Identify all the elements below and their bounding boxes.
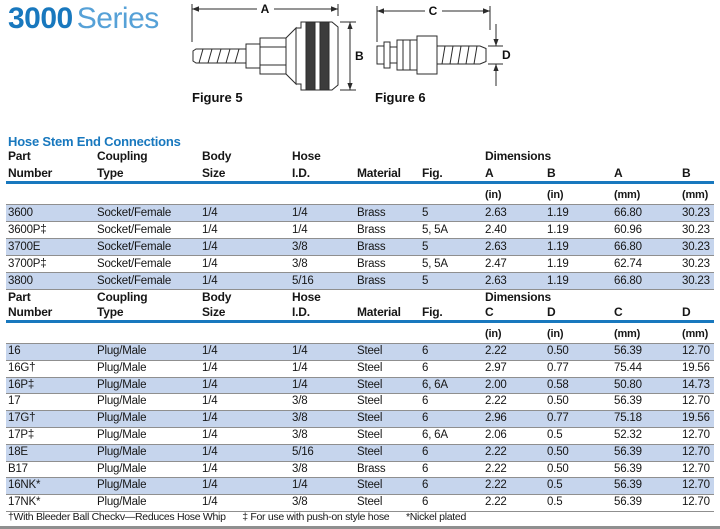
cell-part-number: 3700E bbox=[8, 241, 41, 253]
cell-part-number: 17NK* bbox=[8, 496, 41, 509]
table-row bbox=[6, 428, 714, 445]
cell-dim-in-1: 2.22 bbox=[485, 445, 507, 458]
cell-hose-id: 1/4 bbox=[292, 378, 308, 391]
cell-body-size: 1/4 bbox=[202, 496, 218, 509]
cell-part-number: 16G† bbox=[8, 361, 36, 374]
cell-fig: 5, 5A bbox=[422, 224, 448, 236]
cell-part-number: 3800 bbox=[8, 275, 33, 287]
cell-body-size: 1/4 bbox=[202, 445, 218, 458]
cell-body-size: 1/4 bbox=[202, 241, 218, 253]
cell-dim-in-2: 1.19 bbox=[547, 275, 569, 287]
table-row bbox=[6, 361, 714, 378]
cell-dim-mm-2: 14.73 bbox=[682, 378, 710, 391]
cell-dim-in-1: 2.63 bbox=[485, 241, 507, 253]
cell-dim-in-1: 2.06 bbox=[485, 428, 507, 441]
cell-hose-id: 1/4 bbox=[292, 479, 308, 492]
table-row bbox=[6, 462, 714, 479]
cell-body-size: 1/4 bbox=[202, 224, 218, 236]
cell-part-number: 16NK* bbox=[8, 479, 41, 492]
cell-part-number: 16 bbox=[8, 345, 21, 357]
cell-part-number: 3600 bbox=[8, 207, 33, 219]
cell-dim-in-1: 2.97 bbox=[485, 361, 507, 374]
cell-material: Brass bbox=[357, 241, 386, 253]
cell-hose-id: 1/4 bbox=[292, 224, 308, 236]
cell-body-size: 1/4 bbox=[202, 345, 218, 357]
footnote-asterisk: *Nickel plated bbox=[405, 511, 466, 523]
cell-dim-in-2: 1.19 bbox=[547, 207, 569, 219]
cell-dim-in-2: 0.50 bbox=[547, 462, 569, 475]
cell-hose-id: 1/4 bbox=[292, 345, 308, 357]
series-word: Series bbox=[76, 2, 159, 35]
cell-material: Steel bbox=[357, 428, 383, 441]
footnote-dagger: †With Bleeder Ball Checkv—Reduces Hose Whip bbox=[8, 511, 226, 523]
cell-body-size: 1/4 bbox=[202, 207, 218, 219]
cell-fig: 5 bbox=[422, 241, 429, 253]
cell-hose-id: 3/8 bbox=[292, 412, 308, 425]
cell-dim-in-1: 2.96 bbox=[485, 412, 507, 425]
dimensions-header: Dimensions C D C D bbox=[485, 290, 691, 319]
table-header-socket: Part Number Coupling Type Body Size Hose I.D. Material Fig. Dimensions A B A B bbox=[6, 150, 714, 180]
cell-part-number: B17 bbox=[8, 462, 28, 475]
table-row bbox=[6, 256, 714, 273]
cell-dim-in-2: 0.50 bbox=[547, 345, 569, 357]
cell-material: Steel bbox=[357, 496, 383, 509]
cell-coupling-type: Plug/Male bbox=[97, 345, 147, 357]
cell-coupling-type: Plug/Male bbox=[97, 378, 147, 391]
cell-fig: 6 bbox=[422, 361, 429, 374]
cell-coupling-type: Socket/Female bbox=[97, 258, 172, 270]
cell-part-number: 3600P‡ bbox=[8, 224, 47, 236]
cell-dim-mm-1: 75.44 bbox=[614, 361, 642, 374]
cell-dim-in-2: 0.5 bbox=[547, 428, 563, 441]
cell-coupling-type: Plug/Male bbox=[97, 462, 147, 475]
cell-fig: 6 bbox=[422, 479, 429, 492]
cell-dim-mm-2: 12.70 bbox=[682, 428, 710, 441]
cell-dim-mm-2: 12.70 bbox=[682, 496, 710, 509]
cell-fig: 6, 6A bbox=[422, 378, 448, 391]
cell-dim-mm-1: 66.80 bbox=[614, 241, 642, 253]
cell-dim-mm-2: 12.70 bbox=[682, 395, 710, 408]
cell-body-size: 1/4 bbox=[202, 479, 218, 492]
cell-coupling-type: Socket/Female bbox=[97, 241, 172, 253]
cell-part-number: 17P‡ bbox=[8, 428, 35, 441]
cell-dim-mm-1: 56.39 bbox=[614, 479, 642, 492]
cell-dim-in-1: 2.00 bbox=[485, 378, 507, 391]
footnote-double-dagger: ‡ For use with push-on style hose bbox=[242, 511, 390, 523]
cell-dim-in-2: 1.19 bbox=[547, 224, 569, 236]
cell-material: Steel bbox=[357, 412, 383, 425]
cell-dim-in-1: 2.22 bbox=[485, 462, 507, 475]
table-row bbox=[6, 411, 714, 428]
cell-fig: 6 bbox=[422, 445, 429, 458]
table-row bbox=[6, 478, 714, 495]
knurl-band bbox=[306, 22, 315, 90]
table-header-plug: Part Number Coupling Type Body Size Hose I.D. Material Fig. Dimensions C D C D bbox=[6, 291, 714, 319]
cell-dim-in-1: 2.22 bbox=[485, 395, 507, 408]
cell-body-size: 1/4 bbox=[202, 428, 218, 441]
cell-dim-in-2: 0.5 bbox=[547, 496, 563, 509]
cell-dim-mm-2: 30.23 bbox=[682, 224, 710, 236]
cell-dim-mm-1: 52.32 bbox=[614, 428, 642, 441]
table-row bbox=[6, 394, 714, 411]
cell-body-size: 1/4 bbox=[202, 275, 218, 287]
table-row bbox=[6, 445, 714, 462]
cell-body-size: 1/4 bbox=[202, 378, 218, 391]
cell-dim-mm-2: 30.23 bbox=[682, 241, 710, 253]
cell-hose-id: 3/8 bbox=[292, 496, 308, 509]
cell-dim-in-1: 2.22 bbox=[485, 345, 507, 357]
cell-dim-mm-1: 66.80 bbox=[614, 207, 642, 219]
cell-dim-mm-1: 56.39 bbox=[614, 496, 642, 509]
cell-hose-id: 1/4 bbox=[292, 207, 308, 219]
cell-dim-in-2: 0.58 bbox=[547, 378, 569, 391]
table-row bbox=[6, 273, 714, 290]
cell-dim-in-2: 0.5 bbox=[547, 479, 563, 492]
cell-dim-in-1: 2.63 bbox=[485, 207, 507, 219]
cell-fig: 5 bbox=[422, 275, 429, 287]
cell-hose-id: 5/16 bbox=[292, 275, 314, 287]
cell-dim-in-1: 2.22 bbox=[485, 496, 507, 509]
cell-coupling-type: Socket/Female bbox=[97, 224, 172, 236]
cell-coupling-type: Plug/Male bbox=[97, 428, 147, 441]
cell-part-number: 17 bbox=[8, 395, 21, 408]
cell-hose-id: 3/8 bbox=[292, 241, 308, 253]
dimension-letter: D bbox=[502, 48, 511, 62]
cell-dim-in-2: 0.77 bbox=[547, 361, 569, 374]
cell-material: Brass bbox=[357, 275, 386, 287]
cell-coupling-type: Plug/Male bbox=[97, 395, 147, 408]
dimension-letter: C bbox=[428, 4, 438, 18]
cell-dim-in-1: 2.47 bbox=[485, 258, 507, 270]
cell-hose-id: 3/8 bbox=[292, 395, 308, 408]
cell-material: Steel bbox=[357, 361, 383, 374]
cell-dim-mm-2: 12.70 bbox=[682, 462, 710, 475]
cell-fig: 6 bbox=[422, 412, 429, 425]
cell-dim-mm-2: 30.23 bbox=[682, 258, 710, 270]
table-row bbox=[6, 495, 714, 512]
cell-dim-mm-1: 56.39 bbox=[614, 395, 642, 408]
figure6-label: Figure 6 bbox=[375, 90, 426, 105]
figure5-label: Figure 5 bbox=[192, 90, 243, 105]
cell-fig: 6 bbox=[422, 462, 429, 475]
units-row: (in) (in) (mm) (mm) bbox=[6, 323, 714, 344]
cell-dim-in-1: 2.40 bbox=[485, 224, 507, 236]
cell-dim-mm-1: 50.80 bbox=[614, 378, 642, 391]
cell-part-number: 17G† bbox=[8, 412, 36, 425]
cell-fig: 5, 5A bbox=[422, 258, 448, 270]
cell-part-number: 3700P‡ bbox=[8, 258, 47, 270]
table-row bbox=[6, 239, 714, 256]
cell-fig: 6 bbox=[422, 395, 429, 408]
table-row bbox=[6, 344, 714, 361]
cell-dim-mm-1: 62.74 bbox=[614, 258, 642, 270]
cell-fig: 5 bbox=[422, 207, 429, 219]
cell-coupling-type: Socket/Female bbox=[97, 275, 172, 287]
cell-fig: 6 bbox=[422, 496, 429, 509]
cell-dim-mm-1: 56.39 bbox=[614, 345, 642, 357]
table-body-socket bbox=[6, 205, 714, 290]
cell-body-size: 1/4 bbox=[202, 361, 218, 374]
cell-dim-mm-2: 19.56 bbox=[682, 361, 710, 374]
cell-coupling-type: Plug/Male bbox=[97, 445, 147, 458]
cell-material: Steel bbox=[357, 378, 383, 391]
cell-dim-mm-1: 56.39 bbox=[614, 445, 642, 458]
units-row: (in) (in) (mm) (mm) bbox=[6, 184, 714, 205]
cell-dim-mm-2: 12.70 bbox=[682, 345, 710, 357]
footnotes bbox=[8, 511, 480, 523]
cell-dim-in-1: 2.22 bbox=[485, 479, 507, 492]
cell-dim-in-2: 0.50 bbox=[547, 395, 569, 408]
dimension-letter: B bbox=[355, 49, 364, 63]
cell-material: Steel bbox=[357, 445, 383, 458]
cell-body-size: 1/4 bbox=[202, 395, 218, 408]
cell-hose-id: 5/16 bbox=[292, 445, 314, 458]
cell-hose-id: 3/8 bbox=[292, 258, 308, 270]
cell-coupling-type: Plug/Male bbox=[97, 496, 147, 509]
cell-dim-mm-2: 30.23 bbox=[682, 275, 710, 287]
cell-part-number: 18E bbox=[8, 445, 28, 458]
cell-dim-mm-1: 56.39 bbox=[614, 462, 642, 475]
cell-dim-in-2: 0.77 bbox=[547, 412, 569, 425]
table-row bbox=[6, 222, 714, 239]
figures-area bbox=[168, 0, 528, 118]
cell-fig: 6 bbox=[422, 345, 429, 357]
cell-coupling-type: Socket/Female bbox=[97, 207, 172, 219]
cell-material: Brass bbox=[357, 224, 386, 236]
cell-coupling-type: Plug/Male bbox=[97, 361, 147, 374]
cell-hose-id: 3/8 bbox=[292, 462, 308, 475]
knurl-band bbox=[320, 22, 329, 90]
cell-coupling-type: Plug/Male bbox=[97, 479, 147, 492]
cell-dim-mm-2: 12.70 bbox=[682, 479, 710, 492]
cell-dim-in-1: 2.63 bbox=[485, 275, 507, 287]
table-row bbox=[6, 205, 714, 222]
dimensions-header: Dimensions A B A B bbox=[485, 149, 691, 180]
cell-body-size: 1/4 bbox=[202, 412, 218, 425]
cell-dim-mm-1: 60.96 bbox=[614, 224, 642, 236]
table-row bbox=[6, 378, 714, 395]
cell-material: Brass bbox=[357, 258, 386, 270]
cell-body-size: 1/4 bbox=[202, 258, 218, 270]
page-title bbox=[8, 2, 159, 36]
cell-material: Steel bbox=[357, 345, 383, 357]
cell-dim-mm-2: 30.23 bbox=[682, 207, 710, 219]
cell-dim-mm-1: 66.80 bbox=[614, 275, 642, 287]
cell-coupling-type: Plug/Male bbox=[97, 412, 147, 425]
cell-dim-mm-1: 75.18 bbox=[614, 412, 642, 425]
cell-material: Steel bbox=[357, 479, 383, 492]
cell-dim-in-2: 1.19 bbox=[547, 258, 569, 270]
cell-hose-id: 3/8 bbox=[292, 428, 308, 441]
cell-dim-mm-2: 12.70 bbox=[682, 445, 710, 458]
cell-hose-id: 1/4 bbox=[292, 361, 308, 374]
cell-fig: 6, 6A bbox=[422, 428, 448, 441]
cell-material: Steel bbox=[357, 395, 383, 408]
cell-dim-mm-2: 19.56 bbox=[682, 412, 710, 425]
connections-table bbox=[6, 150, 714, 512]
cell-dim-in-2: 0.50 bbox=[547, 445, 569, 458]
cell-dim-in-2: 1.19 bbox=[547, 241, 569, 253]
section-title: Hose Stem End Connections bbox=[8, 134, 181, 149]
cell-body-size: 1/4 bbox=[202, 462, 218, 475]
cell-part-number: 16P‡ bbox=[8, 378, 35, 391]
dimension-letter: A bbox=[260, 2, 270, 16]
cell-material: Brass bbox=[357, 207, 386, 219]
series-number: 3000 bbox=[8, 2, 73, 35]
table-body-plug bbox=[6, 344, 714, 512]
cell-material: Brass bbox=[357, 462, 386, 475]
